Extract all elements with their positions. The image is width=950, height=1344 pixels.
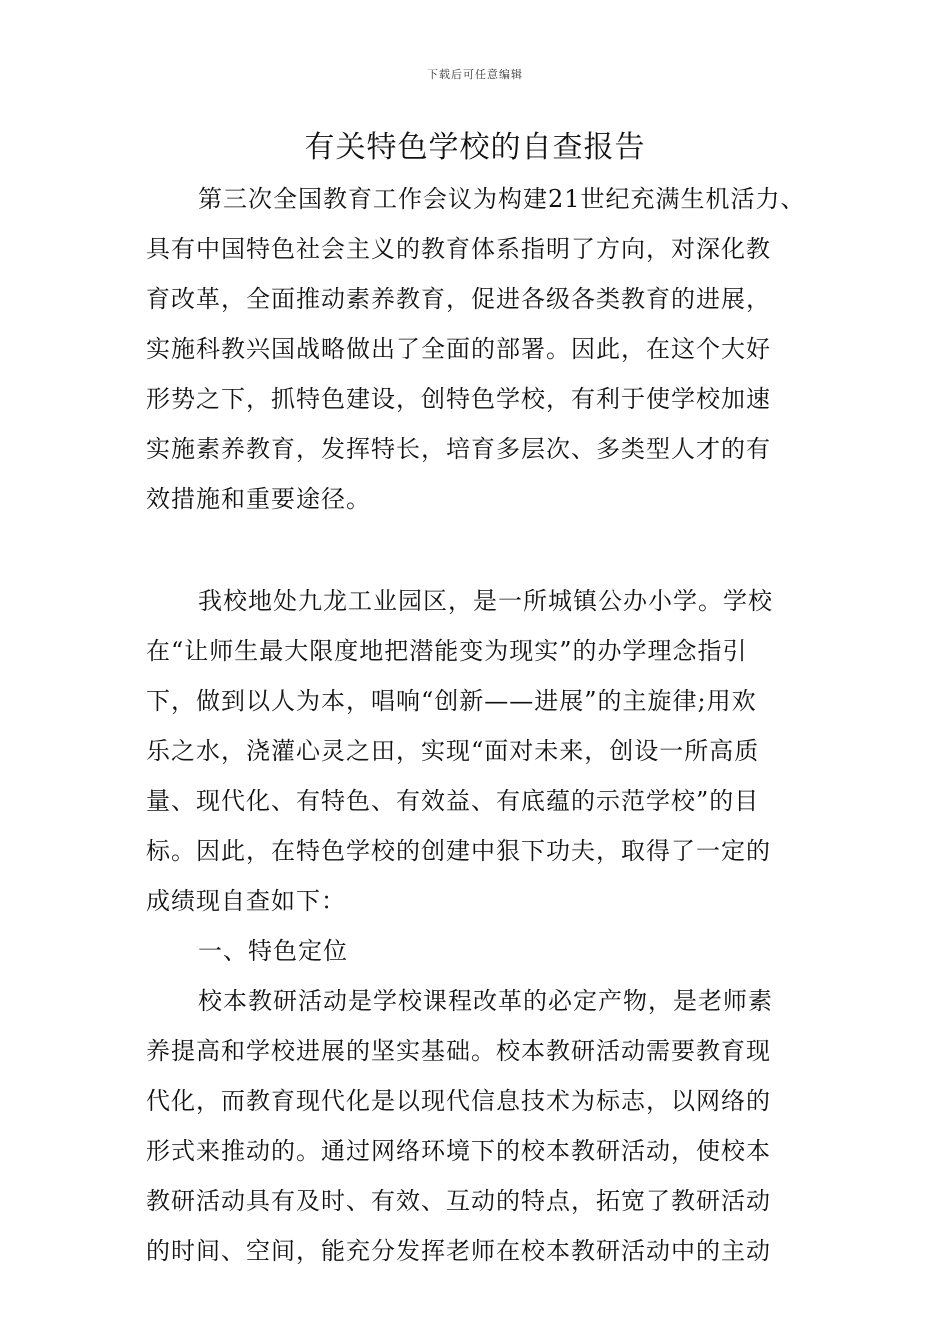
text-line: 形式来推动的。通过网络环境下的校本教研活动，使校本 bbox=[146, 1137, 771, 1165]
text-line: 育改革，全面推动素养教育，促进各级各类教育的进展， bbox=[146, 285, 771, 313]
text-line: 实施科教兴国战略做出了全面的部署。因此，在这个大好 bbox=[146, 335, 771, 363]
text-line: 第三次全国教育工作会议为构建21世纪充满生机活力、 bbox=[198, 185, 806, 213]
document-title: 有关特色学校的自查报告 bbox=[304, 130, 646, 165]
section-heading: 一、特色定位 bbox=[198, 937, 348, 965]
text-line: 实施素养教育，发挥特长，培育多层次、多类型人才的有 bbox=[146, 435, 771, 463]
text-line: 教研活动具有及时、有效、互动的特点，拓宽了教研活动 bbox=[146, 1187, 771, 1215]
text-line: 代化，而教育现代化是以现代信息技术为标志，以网络的 bbox=[146, 1087, 771, 1115]
text-line: 养提高和学校进展的坚实基础。校本教研活动需要教育现 bbox=[146, 1037, 771, 1065]
text-line: 形势之下，抓特色建设，创特色学校，有利于使学校加速 bbox=[146, 385, 771, 413]
text-line: 具有中国特色社会主义的教育体系指明了方向，对深化教 bbox=[146, 235, 771, 263]
text-line: 我校地处九龙工业园区，是一所城镇公办小学。学校 bbox=[198, 587, 773, 615]
text-line: 标。因此，在特色学校的创建中狠下功夫，取得了一定的 bbox=[146, 837, 771, 865]
text-line: 校本教研活动是学校课程改革的必定产物，是老师素 bbox=[198, 987, 773, 1015]
text-line: 下，做到以人为本，唱响“创新——进展”的主旋律;用欢 bbox=[146, 687, 757, 715]
header-note: 下载后可任意编辑 bbox=[427, 68, 523, 81]
paragraph-gap bbox=[146, 524, 818, 576]
text-line: 量、现代化、有特色、有效益、有底蕴的示范学校”的目 bbox=[146, 787, 760, 815]
text-line: 成绩现自查如下： bbox=[146, 887, 346, 915]
text-line: 的时间、空间，能充分发挥老师在校本教研活动中的主动 bbox=[146, 1237, 771, 1265]
text-line: 效措施和重要途径。 bbox=[146, 485, 371, 513]
text-line: 在“让师生最大限度地把潜能变为现实”的办学理念指引 bbox=[146, 637, 748, 665]
text-line: 乐之水，浇灌心灵之田，实现“面对未来，创设一所高质 bbox=[146, 737, 760, 765]
document-body bbox=[146, 174, 818, 1276]
